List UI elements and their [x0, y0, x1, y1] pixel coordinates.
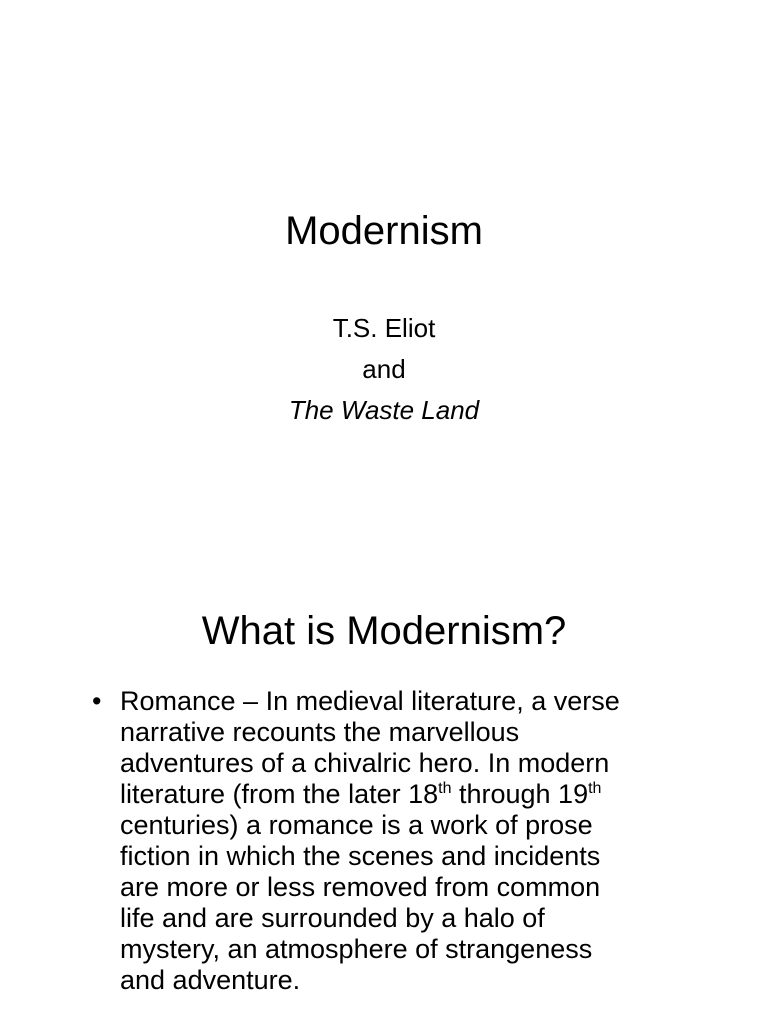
bullet-list [92, 686, 672, 996]
bullet-text: through 19 [451, 779, 589, 809]
bullet-line: are more or less removed from common [120, 872, 601, 902]
bullet-line: mystery, an atmosphere of strangeness [120, 934, 593, 964]
bullet-line-with-superscripts [120, 779, 672, 810]
superscript-th: th [588, 780, 602, 797]
bullet-line: adventures of a chivalric hero. In modern [120, 748, 610, 778]
bullet-line: Romance – In medieval literature, a verse [120, 686, 620, 716]
subtitle-and: and [362, 354, 406, 384]
bullet-marker: • [92, 686, 102, 716]
slide-title-modernism: Modernism [285, 209, 483, 253]
bullet-line: fiction in which the scenes and incidents [120, 841, 601, 871]
subtitle-author: T.S. Eliot [332, 313, 436, 343]
superscript-th: th [438, 780, 452, 797]
bullet-item-romance [92, 686, 672, 996]
slide-title-what-is-modernism: What is Modernism? [201, 609, 567, 653]
bullet-line: centuries) a romance is a work of prose [120, 810, 593, 840]
bullet-line: life and are surrounded by a halo of [120, 903, 545, 933]
bullet-line: narrative recounts the marvellous [120, 717, 520, 747]
bullet-text: literature (from the later 18 [120, 779, 439, 809]
subtitle-work-title: The Waste Land [288, 395, 480, 425]
bullet-line: and adventure. [120, 965, 301, 995]
